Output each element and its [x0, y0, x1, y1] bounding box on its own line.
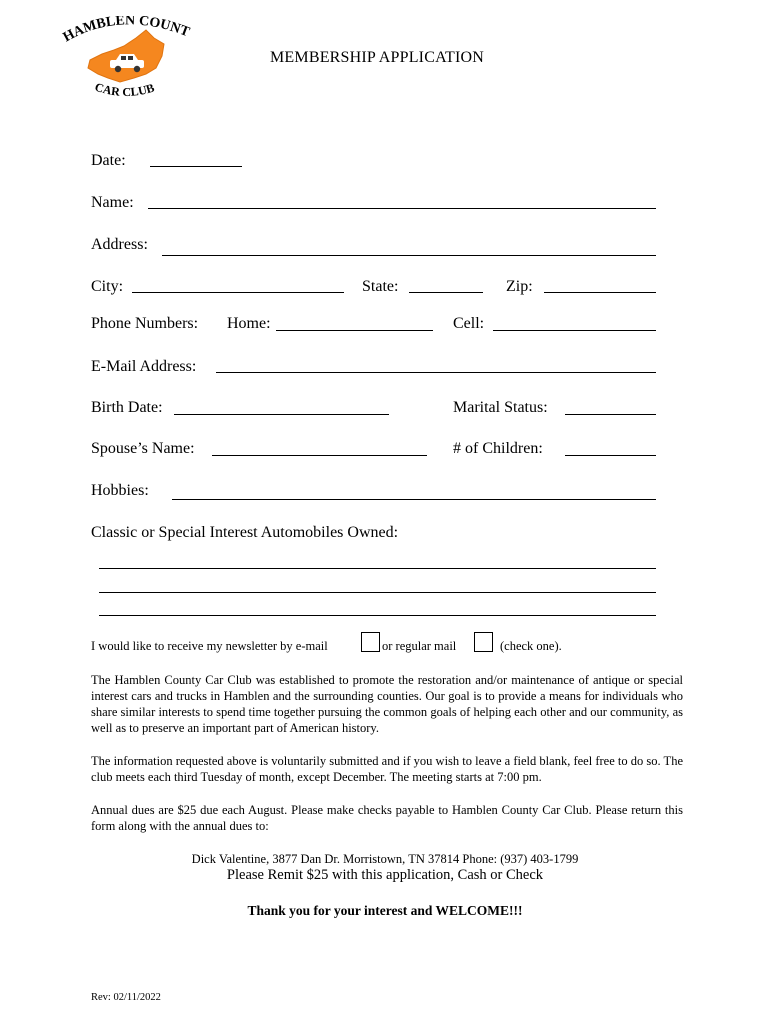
newsletter-text-3: (check one). [500, 639, 562, 653]
club-logo [58, 16, 193, 108]
about-paragraph: The Hamblen County Car Club was established to promote the restoration and/or maintenance of antique or special interest cars and trucks in Hamblen and the surrounding counties. Our goal is to provide a means for individuals who share similar interests to spend time together pursuing the common goals of helping each other and our community, as well as to preserve an important part of American history. [91, 673, 683, 735]
page-title: MEMBERSHIP APPLICATION [270, 49, 485, 66]
date-label: Date: [91, 152, 126, 169]
zip-field[interactable] [544, 292, 656, 293]
city-label: City: [91, 278, 124, 295]
children-label: # of Children: [453, 440, 543, 457]
automobiles-line-3[interactable] [99, 615, 656, 616]
marital-status-field[interactable] [565, 414, 656, 415]
newsletter-text-1: I would like to receive my newsletter by e-mail [91, 639, 328, 653]
home-phone-field[interactable] [276, 330, 433, 331]
state-field[interactable] [409, 292, 483, 293]
state-label: State: [362, 278, 399, 295]
email-field[interactable] [216, 372, 656, 373]
address-field[interactable] [162, 255, 656, 256]
birth-date-field[interactable] [174, 414, 389, 415]
email-checkbox[interactable] [361, 632, 380, 652]
email-label: E-Mail Address: [91, 358, 197, 375]
birth-date-label: Birth Date: [91, 399, 163, 416]
address-label: Address: [91, 236, 148, 253]
remit-note: Please Remit $25 with this application, Cash or Check [226, 867, 544, 883]
date-field[interactable] [150, 166, 242, 167]
cell-label: Cell: [453, 315, 485, 332]
cell-phone-field[interactable] [493, 330, 656, 331]
spouse-field[interactable] [212, 455, 427, 456]
hobbies-label: Hobbies: [91, 482, 149, 499]
club-logo-graphic [58, 16, 193, 108]
name-field[interactable] [148, 208, 656, 209]
automobiles-label: Classic or Special Interest Automobiles Owned: [91, 524, 399, 541]
phone-label: Phone Numbers: [91, 315, 199, 332]
svg-text:HAMBLEN COUNTY [58, 16, 192, 45]
city-field[interactable] [132, 292, 344, 293]
zip-label: Zip: [506, 278, 533, 295]
revision-date: Rev: 02/11/2022 [91, 992, 161, 1003]
automobiles-line-1[interactable] [99, 568, 656, 569]
mailing-address: Dick Valentine, 3877 Dan Dr. Morristown, TN 37814 Phone: (937) 403-1799 [191, 852, 579, 866]
name-label: Name: [91, 194, 134, 211]
svg-text:CAR CLUB [93, 80, 156, 99]
spouse-label: Spouse’s Name: [91, 440, 195, 457]
automobiles-line-2[interactable] [99, 592, 656, 593]
home-label: Home: [227, 315, 271, 332]
hobbies-field[interactable] [172, 499, 656, 500]
thank-you-note: Thank you for your interest and WELCOME!!! [247, 903, 523, 918]
children-field[interactable] [565, 455, 656, 456]
marital-status-label: Marital Status: [453, 399, 548, 416]
logo-top-text: HAMBLEN COUNT [60, 16, 192, 46]
newsletter-text-2: or regular mail [382, 639, 457, 653]
logo-bottom-text: CAR CLUB [93, 79, 156, 100]
info-paragraph: The information requested above is voluntarily submitted and if you wish to leave a field blank, feel free to do so. The club meets each third Tuesday of month, except December. The meeting starts at 7:00 pm. [91, 754, 683, 784]
dues-paragraph: Annual dues are $25 due each August. Please make checks payable to Hamblen County Car Club. Please return this form along with the annual dues to: [91, 803, 683, 833]
regular-mail-checkbox[interactable] [474, 632, 493, 652]
